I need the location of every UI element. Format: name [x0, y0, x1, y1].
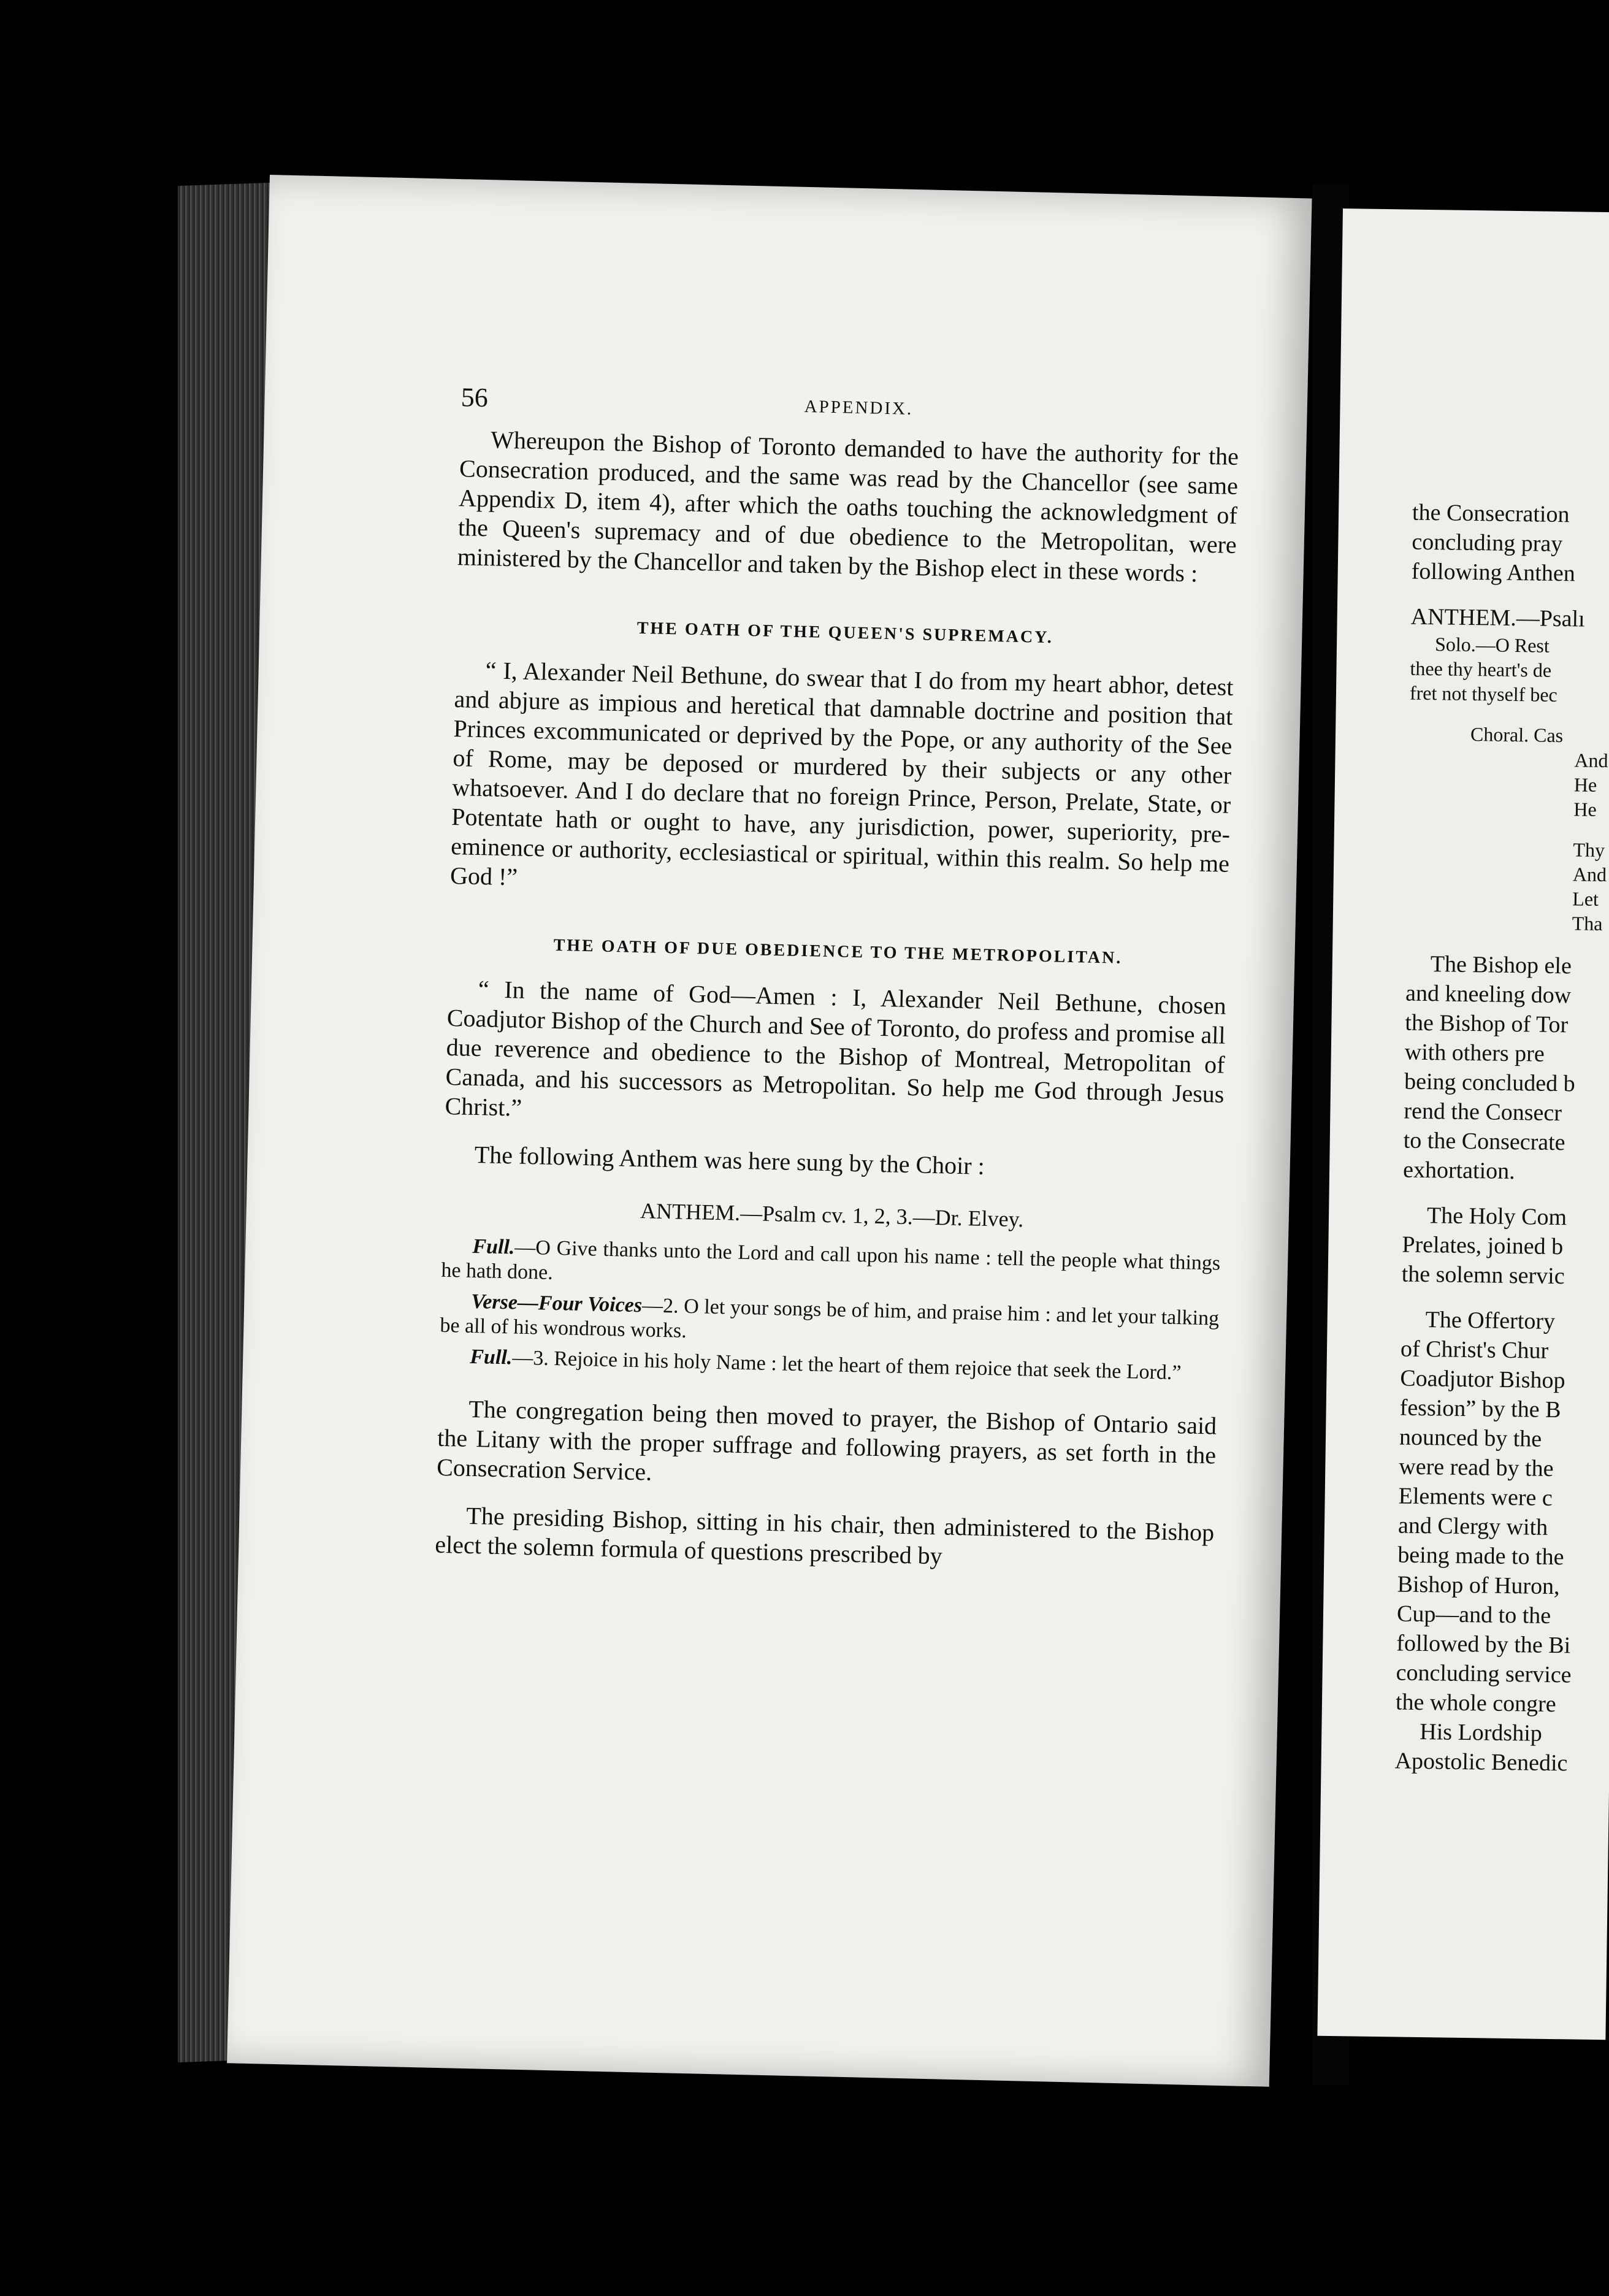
page-number: 56	[461, 382, 489, 413]
right-line: Apostolic Benedic	[1394, 1748, 1568, 1777]
anthem-verse-label: Verse—Four Voices	[470, 1290, 643, 1317]
right-line: exhortation.	[1402, 1157, 1515, 1185]
heading-oath-obedience: THE OATH OF DUE OBEDIENCE TO THE METROPOLITAN.	[553, 935, 1123, 968]
anthem-title: ANTHEM.—Psalm cv. 1, 2, 3.—Dr. Elvey.	[640, 1198, 1024, 1232]
anthem-verse-2	[440, 1289, 1219, 1356]
right-line: thee thy heart's de	[1410, 657, 1552, 681]
right-line: concluding service	[1396, 1659, 1572, 1688]
right-page-text	[1394, 498, 1609, 1780]
right-line: And	[1574, 749, 1608, 772]
paragraph-presiding-bishop: The presiding Bishop, sitting in his chair, then administered to the Bishop elect the solemn formula of questions prescribed by	[434, 1501, 1215, 1570]
anthem-full-label: Full.	[472, 1234, 515, 1259]
header-title: APPENDIX.	[804, 396, 914, 419]
right-line: were read by the	[1399, 1453, 1554, 1482]
right-line: Elements were c	[1398, 1483, 1553, 1511]
right-line: Cup—and to the	[1396, 1601, 1551, 1629]
right-line: ANTHEM.—Psalı	[1410, 603, 1585, 632]
anthem-full3-text: —3. Rejoice in his holy Name : let the heart of them rejoice that seek the Lord.”	[511, 1346, 1182, 1385]
right-line: nounced by the	[1399, 1424, 1542, 1452]
right-line: being made to the	[1397, 1542, 1564, 1571]
right-line: with others pre	[1404, 1039, 1545, 1067]
paragraph-authority: Whereupon the Bishop of Toronto demanded to have the authority for the Consecration produced, and the same was read by the Chancellor (see same Appendix D, item 4), after which the oaths touching the acknowledgment of the Queen's supremacy and of due obedience to the Metropolitan, were ministered by the Chancellor and taken by the Bishop elect in these words :	[457, 426, 1239, 587]
right-line: following Anthen	[1411, 558, 1576, 587]
oath-supremacy-text: “ I, Alexander Neil Bethune, do swear that I do from my heart abhor, detest and abjure as impious and heretical that damnable doctrine and position that Princes excommunicated or deprived by the Pope, or any authority of the See of Rome, may be deposed or murdered by their subjects or any other whatsoever. And I do declare that no foreign Prince, Person, Prelate, State, or Potentate hath or ought to have, any jurisdiction, power, superiority, pre-eminence or authority, ecclesiastical or spiritual, within this realm. So help me God !”	[449, 656, 1234, 891]
right-line: Prelates, joined b	[1402, 1231, 1564, 1260]
right-line: the Bishop of Tor	[1405, 1009, 1569, 1038]
right-line: He	[1573, 773, 1597, 796]
left-page	[227, 175, 1312, 2087]
oath-obedience-text: “ In the name of God—Amen : I, Alexander Neil Bethune, chosen Coadjutor Bishop of the Church and See of Toronto, do profess and promise all due reverence and obedience to the Bishop of Montreal, Metropolitan of Canada, and his successors as Metropolitan. So help me God through Jesus Christ.”	[445, 975, 1227, 1122]
right-line: to the Consecrate	[1403, 1127, 1565, 1156]
right-line: The Holy Com	[1426, 1203, 1567, 1231]
anthem-full-text: —O Give thanks unto the Lord and call upon his name : tell the people what things he hath done.	[441, 1236, 1221, 1285]
right-line: the whole congre	[1395, 1689, 1556, 1718]
right-line: fession” by the B	[1399, 1395, 1561, 1423]
right-line: Bishop of Huron,	[1397, 1571, 1560, 1600]
right-line: followed by the Bi	[1396, 1630, 1571, 1659]
right-line: The Offertory	[1425, 1307, 1556, 1335]
right-line: His Lordship	[1420, 1718, 1543, 1747]
right-line: And	[1572, 863, 1607, 886]
right-line: Solo.—O Rest	[1434, 633, 1550, 657]
anthem-intro: The following Anthem was here sung by the Choir :	[474, 1140, 985, 1180]
right-line: fret not thyself bec	[1409, 681, 1558, 706]
right-line: and kneeling dow	[1405, 980, 1572, 1009]
paragraph-litany: The congregation being then moved to prayer, the Bishop of Ontario said the Litany with the proper suffrage and following prayers, as set forth in the Consecration Service.	[436, 1395, 1217, 1486]
right-page	[1317, 209, 1609, 2040]
right-line: Choral. Cas	[1470, 722, 1564, 747]
right-line: Coadjutor Bishop	[1400, 1365, 1565, 1394]
anthem-verse-text: —2. O let your songs be of him, and praise him : and let your talking be all of his wondrous works.	[440, 1294, 1220, 1343]
right-line: concluding pray	[1412, 529, 1563, 557]
right-line: Thy	[1573, 838, 1605, 862]
right-line: and Clergy with	[1397, 1512, 1548, 1540]
right-line: The Bishop ele	[1430, 951, 1572, 979]
right-line: Let	[1572, 887, 1599, 910]
anthem-full3-label: Full.	[469, 1345, 513, 1369]
right-line: being concluded b	[1404, 1068, 1575, 1097]
left-page-text	[435, 381, 1240, 1577]
right-line: the solemn servic	[1401, 1261, 1565, 1290]
right-line: Tha	[1572, 912, 1603, 935]
right-line: the Consecration	[1412, 499, 1570, 528]
right-line: rend the Consecr	[1404, 1098, 1562, 1127]
anthem-full-1	[441, 1234, 1220, 1301]
right-line: of Christ's Chur	[1400, 1336, 1549, 1364]
heading-oath-supremacy: THE OATH OF THE QUEEN'S SUPREMACY.	[636, 618, 1054, 648]
right-line: He	[1573, 798, 1597, 821]
